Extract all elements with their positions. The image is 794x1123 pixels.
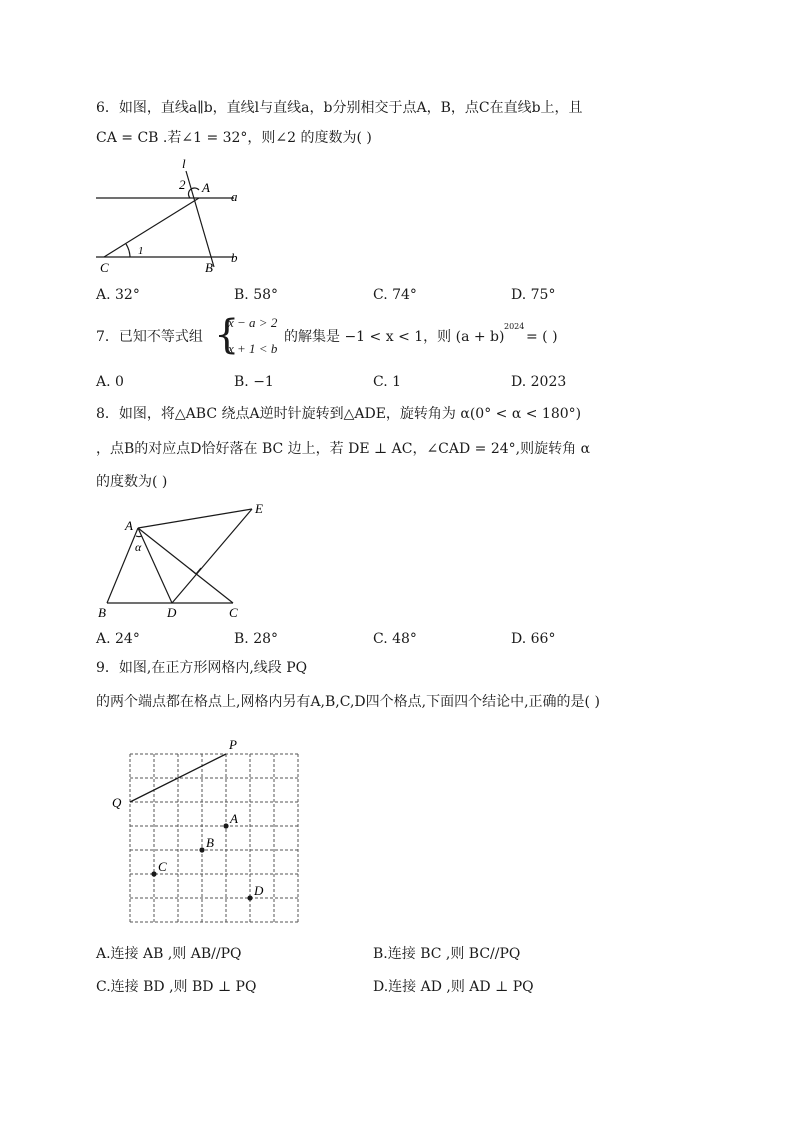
q8-figure	[95, 500, 275, 622]
q9-option-b: B.连接 BC ,则 BC//PQ	[373, 946, 521, 962]
q9-label-D: D	[254, 883, 264, 898]
q9-grid	[130, 754, 298, 922]
q7-suffix-b: = ( )	[526, 329, 558, 345]
q8-segment-ac	[138, 528, 233, 603]
q6-option-c: C. 74°	[373, 287, 417, 303]
q7-brace: {	[214, 312, 240, 358]
q8-segment-ae	[138, 509, 252, 528]
q7-system-line2: x + 1 < b	[228, 341, 278, 356]
q9-option-d: D.连接 AD ,则 AD ⊥ PQ	[373, 979, 534, 995]
q8-label-A: A	[125, 518, 133, 533]
q9-point-D	[247, 895, 252, 900]
q8-option-b: B. 28°	[234, 631, 279, 647]
q6-option-d: D. 75°	[511, 287, 556, 303]
q9-stem-line2: 的两个端点都在格点上,网格内另有A,B,C,D四个格点,下面四个结论中,正确的是( )	[96, 694, 600, 710]
q8-label-B: B	[98, 605, 106, 620]
q8-stem-line2: ，点B的对应点D恰好落在 BC 边上，若 DE ⊥ AC，∠CAD = 24°,则旋转角 α	[96, 441, 591, 457]
q7-system-line1: x − a > 2	[228, 315, 278, 330]
q6-label-1: 1	[138, 245, 144, 257]
q6-label-A: A	[202, 180, 210, 195]
q6-label-C: C	[100, 260, 109, 275]
q9-figure	[108, 735, 308, 930]
q8-option-a: A. 24°	[96, 631, 140, 647]
q6-option-a: A. 32°	[96, 287, 140, 303]
q8-label-C: C	[229, 605, 238, 620]
q8-label-alpha: α	[135, 540, 142, 554]
q6-label-l: l	[182, 156, 186, 171]
q7-prefix: 7．已知不等式组	[96, 329, 203, 345]
q6-stem-line2: CA = CB .若∠1 = 32°，则∠2 的度数为( )	[96, 130, 372, 146]
q8-label-E: E	[255, 501, 263, 516]
q6-label-a: a	[231, 189, 238, 204]
q9-option-a: A.连接 AB ,则 AB//PQ	[96, 946, 242, 962]
q9-label-P: P	[229, 737, 237, 752]
q6-option-b: B. 58°	[234, 287, 279, 303]
q7-option-b: B. −1	[234, 374, 274, 390]
q6-angle1-arc	[126, 244, 130, 257]
q6-label-B: B	[205, 260, 213, 275]
q6-label-2: 2	[179, 177, 186, 192]
q9-label-B: B	[206, 835, 214, 850]
q6-segment-ca	[104, 198, 199, 257]
q9-option-c: C.连接 BD ,则 BD ⊥ PQ	[96, 979, 257, 995]
q8-option-d: D. 66°	[511, 631, 556, 647]
q7-suffix-a: 的解集是 −1 < x < 1，则 (a + b)	[284, 329, 505, 345]
q9-label-Q: Q	[112, 795, 122, 810]
q6-label-b: b	[231, 250, 238, 265]
q6-stem-line1: 6．如图，直线a∥b，直线l与直线a，b分别相交于点A，B，点C在直线b上，且	[96, 100, 583, 116]
q8-segment-ab	[107, 528, 138, 603]
q8-label-D: D	[167, 605, 177, 620]
q8-option-c: C. 48°	[373, 631, 417, 647]
q9-label-A: A	[230, 811, 238, 826]
q9-stem-line1: 9．如图,在正方形网格内,线段 PQ	[96, 660, 308, 676]
q9-label-C: C	[158, 859, 167, 874]
q7-option-a: A. 0	[96, 374, 124, 390]
q7-exponent: 2024	[504, 322, 525, 331]
q8-segment-de	[172, 509, 252, 603]
q7-option-d: D. 2023	[511, 374, 567, 390]
q8-stem-line1: 8．如图，将△ABC 绕点A逆时针旋转到△ADE，旋转角为 α(0° < α < 180°)	[96, 406, 582, 422]
q8-stem-line3: 的度数为( )	[96, 474, 168, 490]
q6-figure	[90, 155, 260, 280]
q9-point-A	[223, 823, 228, 828]
q9-point-C	[151, 871, 156, 876]
q9-point-B	[199, 847, 204, 852]
q8-alpha-arc	[136, 536, 142, 537]
q7-option-c: C. 1	[373, 374, 402, 390]
q8-segment-ad	[138, 528, 172, 603]
